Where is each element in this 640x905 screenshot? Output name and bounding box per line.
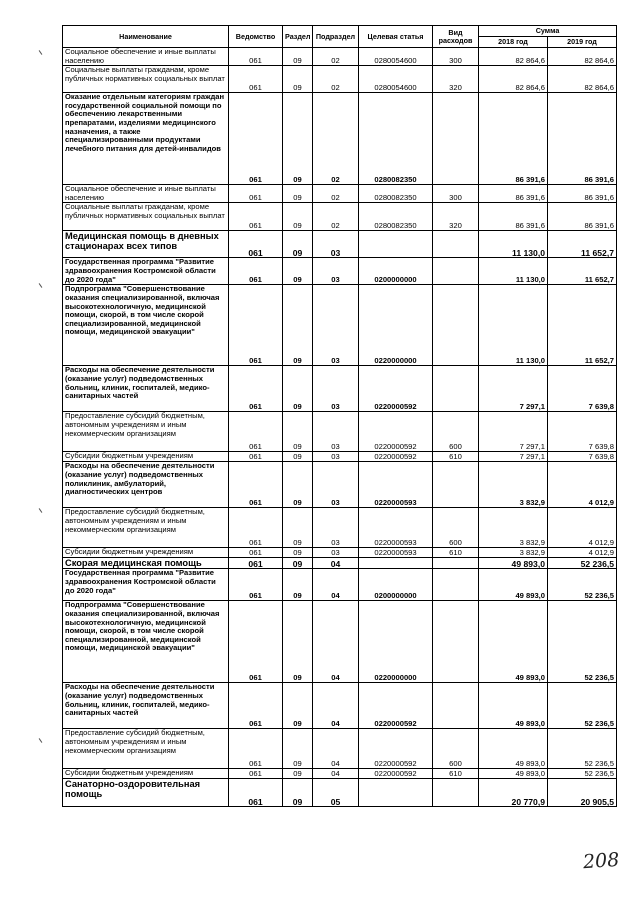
row-expense-type: 600 (433, 412, 479, 452)
row-name: Оказание отдельным категориям граждан государственной социальной помощи по обеспечению лекарственными препаратами, изделиями медицинского назначения, а также специализированными продуктами лечебного питания для детей-инвалидов (63, 93, 229, 185)
header-2018: 2018 год (479, 37, 548, 48)
row-razdel: 09 (283, 48, 313, 66)
table-row (63, 462, 617, 508)
row-target-article: 0220000593 (359, 462, 433, 508)
row-sum-2019: 4 012,9 (548, 508, 617, 548)
header-podrazdel: Подраздел (313, 26, 359, 48)
row-sum-2018: 49 893,0 (479, 729, 548, 769)
row-expense-type: 600 (433, 508, 479, 548)
row-sum-2018: 3 832,9 (479, 548, 548, 558)
row-expense-type: 300 (433, 185, 479, 203)
row-target-article: 0280082350 (359, 203, 433, 231)
row-vedomstvo: 061 (229, 558, 283, 569)
row-sum-2018: 49 893,0 (479, 683, 548, 729)
table-row (63, 185, 617, 203)
row-podrazdel: 02 (313, 66, 359, 93)
header-razdel: Раздел (283, 26, 313, 48)
row-razdel: 09 (283, 548, 313, 558)
row-vedomstvo: 061 (229, 452, 283, 462)
row-sum-2018: 7 297,1 (479, 452, 548, 462)
table-row (63, 558, 617, 569)
row-razdel: 09 (283, 93, 313, 185)
row-vedomstvo: 061 (229, 366, 283, 412)
row-expense-type (433, 366, 479, 412)
row-podrazdel: 03 (313, 452, 359, 462)
row-sum-2019: 7 639,8 (548, 366, 617, 412)
row-razdel: 09 (283, 203, 313, 231)
row-sum-2018: 82 864,6 (479, 48, 548, 66)
row-vedomstvo: 061 (229, 683, 283, 729)
table-row (63, 48, 617, 66)
row-target-article: 0280054600 (359, 48, 433, 66)
table-row (63, 203, 617, 231)
row-expense-type: 320 (433, 203, 479, 231)
row-podrazdel: 03 (313, 366, 359, 412)
row-razdel: 09 (283, 231, 313, 258)
table-row (63, 285, 617, 366)
row-razdel: 09 (283, 569, 313, 601)
row-expense-type (433, 569, 479, 601)
row-vedomstvo: 061 (229, 231, 283, 258)
row-target-article: 0200000000 (359, 569, 433, 601)
row-podrazdel: 04 (313, 569, 359, 601)
row-sum-2019: 4 012,9 (548, 548, 617, 558)
row-podrazdel: 03 (313, 508, 359, 548)
row-sum-2019: 11 652,7 (548, 285, 617, 366)
row-expense-type: 610 (433, 548, 479, 558)
table-row (63, 66, 617, 93)
row-sum-2018: 11 130,0 (479, 258, 548, 285)
row-sum-2019: 82 864,6 (548, 66, 617, 93)
row-sum-2019: 52 236,5 (548, 769, 617, 779)
row-sum-2018: 3 832,9 (479, 462, 548, 508)
row-vedomstvo: 061 (229, 779, 283, 807)
row-sum-2019: 52 236,5 (548, 558, 617, 569)
row-vedomstvo: 061 (229, 66, 283, 93)
row-sum-2019: 52 236,5 (548, 729, 617, 769)
row-razdel: 09 (283, 452, 313, 462)
row-podrazdel: 02 (313, 48, 359, 66)
row-name: Социальные выплаты гражданам, кроме публичных нормативных социальных выплат (63, 203, 229, 231)
row-expense-type (433, 558, 479, 569)
row-name: Предоставление субсидий бюджетным, автономным учреждениям и иным некоммерческим организациям (63, 729, 229, 769)
row-razdel: 09 (283, 729, 313, 769)
row-expense-type: 600 (433, 729, 479, 769)
handwritten-page-number: 208 (582, 848, 620, 874)
row-target-article: 0200000000 (359, 258, 433, 285)
header-expense-type: Вид расходов (433, 26, 479, 48)
row-sum-2019: 20 905,5 (548, 779, 617, 807)
row-sum-2019: 82 864,6 (548, 48, 617, 66)
row-razdel: 09 (283, 462, 313, 508)
row-name: Социальное обеспечение и иные выплаты населению (63, 185, 229, 203)
row-target-article: 0220000592 (359, 769, 433, 779)
row-vedomstvo: 061 (229, 258, 283, 285)
row-name: Расходы на обеспечение деятельности (оказание услуг) подведомственных больниц, клиник, госпиталей, медико-санитарных частей (63, 683, 229, 729)
row-expense-type: 610 (433, 452, 479, 462)
row-vedomstvo: 061 (229, 569, 283, 601)
row-sum-2019: 4 012,9 (548, 462, 617, 508)
row-vedomstvo: 061 (229, 203, 283, 231)
row-razdel: 09 (283, 366, 313, 412)
row-podrazdel: 03 (313, 462, 359, 508)
table-row (63, 258, 617, 285)
row-vedomstvo: 061 (229, 601, 283, 683)
row-target-article: 0280054600 (359, 66, 433, 93)
row-name: Предоставление субсидий бюджетным, автономным учреждениям и иным некоммерческим организациям (63, 508, 229, 548)
row-name: Государственная программа "Развитие здравоохранения Костромской области до 2020 года" (63, 258, 229, 285)
row-podrazdel: 02 (313, 185, 359, 203)
row-sum-2019: 86 391,6 (548, 185, 617, 203)
row-name: Подпрограмма "Совершенствование оказания специализированной, включая высокотехнологичную, медицинской помощи, скорой, в том числе скорой специализированной, медицинской помощи, медицинской эвакуации" (63, 601, 229, 683)
row-vedomstvo: 061 (229, 285, 283, 366)
row-podrazdel: 04 (313, 769, 359, 779)
table-row (63, 231, 617, 258)
budget-table (62, 25, 617, 807)
row-target-article: 0280082350 (359, 93, 433, 185)
row-name: Подпрограмма "Совершенствование оказания специализированной, включая высокотехнологичную, медицинской помощи, скорой, в том числе скорой специализированной, медицинской помощи, медицинской эвакуации" (63, 285, 229, 366)
row-razdel: 09 (283, 769, 313, 779)
row-name: Медицинская помощь в дневных стационарах всех типов (63, 231, 229, 258)
table-row (63, 93, 617, 185)
table-row (63, 601, 617, 683)
row-expense-type (433, 285, 479, 366)
row-sum-2018: 3 832,9 (479, 508, 548, 548)
row-expense-type (433, 258, 479, 285)
row-podrazdel: 02 (313, 93, 359, 185)
row-podrazdel: 03 (313, 231, 359, 258)
row-podrazdel: 04 (313, 683, 359, 729)
row-vedomstvo: 061 (229, 769, 283, 779)
row-target-article: 0280082350 (359, 185, 433, 203)
row-name: Санаторно-оздоровительная помощь (63, 779, 229, 807)
table-row (63, 569, 617, 601)
row-target-article: 0220000592 (359, 366, 433, 412)
header-vedomstvo: Ведомство (229, 26, 283, 48)
row-name: Субсидии бюджетным учреждениям (63, 548, 229, 558)
row-podrazdel: 03 (313, 285, 359, 366)
row-name: Скорая медицинская помощь (63, 558, 229, 569)
table-row (63, 779, 617, 807)
row-sum-2018: 7 297,1 (479, 366, 548, 412)
row-sum-2019: 11 652,7 (548, 231, 617, 258)
header-sum: Сумма (479, 26, 617, 37)
row-razdel: 09 (283, 601, 313, 683)
row-name: Социальное обеспечение и иные выплаты населению (63, 48, 229, 66)
row-sum-2019: 11 652,7 (548, 258, 617, 285)
table-header-row (63, 26, 617, 37)
row-expense-type (433, 462, 479, 508)
row-target-article: 0220000592 (359, 412, 433, 452)
row-target-article: 0220000592 (359, 683, 433, 729)
row-target-article: 0220000000 (359, 601, 433, 683)
row-sum-2018: 49 893,0 (479, 601, 548, 683)
row-sum-2018: 7 297,1 (479, 412, 548, 452)
row-sum-2018: 86 391,6 (479, 185, 548, 203)
row-vedomstvo: 061 (229, 729, 283, 769)
margin-mark (39, 283, 43, 288)
row-expense-type (433, 231, 479, 258)
row-name: Расходы на обеспечение деятельности (оказание услуг) подведомственных поликлиник, амбулаторий, диагностических центров (63, 462, 229, 508)
row-sum-2018: 86 391,6 (479, 203, 548, 231)
row-razdel: 09 (283, 185, 313, 203)
table-row (63, 729, 617, 769)
row-target-article: 0220000593 (359, 508, 433, 548)
header-name: Наименование (63, 26, 229, 48)
row-razdel: 09 (283, 508, 313, 548)
row-razdel: 09 (283, 285, 313, 366)
row-target-article (359, 231, 433, 258)
row-name: Субсидии бюджетным учреждениям (63, 769, 229, 779)
row-sum-2019: 7 639,8 (548, 412, 617, 452)
table-row (63, 769, 617, 779)
row-expense-type (433, 779, 479, 807)
row-name: Расходы на обеспечение деятельности (оказание услуг) подведомственных больниц, клиник, госпиталей, медико-санитарных частей (63, 366, 229, 412)
row-target-article: 0220000592 (359, 452, 433, 462)
row-vedomstvo: 061 (229, 462, 283, 508)
row-sum-2019: 52 236,5 (548, 683, 617, 729)
row-razdel: 09 (283, 779, 313, 807)
row-expense-type: 320 (433, 66, 479, 93)
row-sum-2019: 7 639,8 (548, 452, 617, 462)
row-podrazdel: 04 (313, 601, 359, 683)
row-vedomstvo: 061 (229, 508, 283, 548)
row-target-article: 0220000000 (359, 285, 433, 366)
row-sum-2019: 52 236,5 (548, 601, 617, 683)
row-vedomstvo: 061 (229, 548, 283, 558)
row-razdel: 09 (283, 412, 313, 452)
table-body (63, 48, 617, 807)
row-name: Предоставление субсидий бюджетным, автономным учреждениям и иным некоммерческим организациям (63, 412, 229, 452)
row-sum-2018: 82 864,6 (479, 66, 548, 93)
row-sum-2018: 11 130,0 (479, 285, 548, 366)
row-podrazdel: 03 (313, 412, 359, 452)
row-vedomstvo: 061 (229, 185, 283, 203)
margin-mark (39, 508, 43, 513)
row-podrazdel: 05 (313, 779, 359, 807)
row-podrazdel: 04 (313, 729, 359, 769)
header-target-article: Целевая статья (359, 26, 433, 48)
row-expense-type (433, 601, 479, 683)
row-target-article (359, 779, 433, 807)
table-row (63, 548, 617, 558)
table-row (63, 508, 617, 548)
row-sum-2019: 86 391,6 (548, 93, 617, 185)
row-sum-2019: 52 236,5 (548, 569, 617, 601)
row-podrazdel: 02 (313, 203, 359, 231)
table-row (63, 366, 617, 412)
row-name: Социальные выплаты гражданам, кроме публичных нормативных социальных выплат (63, 66, 229, 93)
row-podrazdel: 03 (313, 258, 359, 285)
row-name: Субсидии бюджетным учреждениям (63, 452, 229, 462)
row-vedomstvo: 061 (229, 412, 283, 452)
table-row (63, 452, 617, 462)
row-razdel: 09 (283, 683, 313, 729)
row-razdel: 09 (283, 258, 313, 285)
table-row (63, 683, 617, 729)
row-sum-2018: 86 391,6 (479, 93, 548, 185)
margin-mark (39, 738, 43, 743)
header-2019: 2019 год (548, 37, 617, 48)
row-name: Государственная программа "Развитие здравоохранения Костромской области до 2020 года" (63, 569, 229, 601)
row-target-article (359, 558, 433, 569)
row-sum-2019: 86 391,6 (548, 203, 617, 231)
margin-mark (39, 50, 43, 55)
row-vedomstvo: 061 (229, 48, 283, 66)
row-expense-type: 610 (433, 769, 479, 779)
row-razdel: 09 (283, 558, 313, 569)
row-podrazdel: 04 (313, 558, 359, 569)
row-sum-2018: 49 893,0 (479, 569, 548, 601)
row-podrazdel: 03 (313, 548, 359, 558)
table-row (63, 412, 617, 452)
row-expense-type (433, 93, 479, 185)
row-razdel: 09 (283, 66, 313, 93)
row-vedomstvo: 061 (229, 93, 283, 185)
row-target-article: 0220000593 (359, 548, 433, 558)
row-sum-2018: 49 893,0 (479, 769, 548, 779)
row-sum-2018: 49 893,0 (479, 558, 548, 569)
row-sum-2018: 20 770,9 (479, 779, 548, 807)
row-sum-2018: 11 130,0 (479, 231, 548, 258)
row-expense-type: 300 (433, 48, 479, 66)
row-expense-type (433, 683, 479, 729)
row-target-article: 0220000592 (359, 729, 433, 769)
